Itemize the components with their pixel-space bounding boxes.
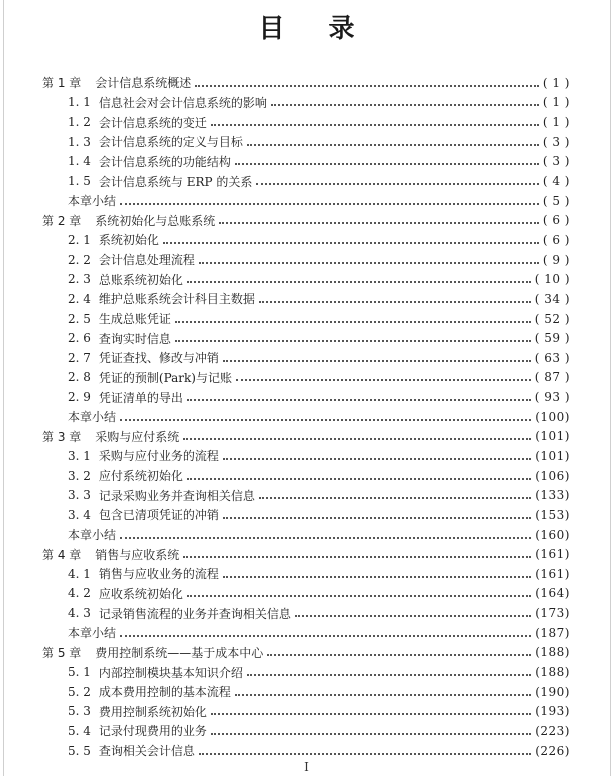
toc-page-number: (161) <box>535 566 570 581</box>
toc-entry-number: 5. 4 <box>68 723 91 738</box>
toc-leader-dots <box>175 328 531 342</box>
title-char-left: 目 <box>258 14 285 44</box>
toc-leader-dots <box>235 682 531 696</box>
toc-summary-row[interactable] <box>42 525 570 545</box>
toc-entry-number: 第 3 章 <box>42 429 82 444</box>
toc-entry-number: 第 5 章 <box>42 645 82 660</box>
toc-entry-title: 会计信息系统的定义与目标 <box>98 135 243 150</box>
toc-entry-title: 信息社会对会计信息系统的影响 <box>98 95 267 110</box>
toc-entry-number: 4. 2 <box>68 586 91 601</box>
toc-page-number: ( 1 ) <box>542 75 570 90</box>
toc-chapter-row[interactable] <box>42 643 570 663</box>
toc-page-number: ( 34 ) <box>534 291 570 306</box>
toc-section-row[interactable] <box>42 741 570 761</box>
toc-leader-dots <box>163 230 539 244</box>
toc-leader-dots <box>120 525 531 539</box>
toc-section-row[interactable] <box>42 387 570 407</box>
toc-chapter-row[interactable] <box>42 427 570 447</box>
toc-section-row[interactable] <box>42 505 570 525</box>
toc-entry-title: 凭证查找、修改与冲销 <box>98 351 219 366</box>
toc-entry-number: 2. 5 <box>68 311 91 326</box>
toc-entry-title: 本章小结 <box>68 626 117 641</box>
toc-leader-dots <box>256 171 538 185</box>
toc-leader-dots <box>295 603 531 617</box>
toc-entry-title: 成本费用控制的基本流程 <box>98 685 231 700</box>
toc-entry-title: 凭证清单的导出 <box>98 390 183 405</box>
toc-entry-number: 2. 8 <box>68 370 91 385</box>
toc-summary-row[interactable] <box>42 407 570 427</box>
toc-section-row[interactable] <box>42 289 570 309</box>
toc-page-number: (173) <box>535 606 570 621</box>
toc-leader-dots <box>187 583 531 597</box>
toc-entry-number: 5. 3 <box>68 704 91 719</box>
toc-entry-number: 第 4 章 <box>42 547 82 562</box>
toc-leader-dots <box>267 642 531 656</box>
toc-page-number: (161) <box>535 547 570 562</box>
toc-page-number: ( 6 ) <box>542 213 570 228</box>
toc-page-number: (193) <box>535 704 570 719</box>
toc-leader-dots <box>235 151 539 165</box>
toc-entry-number: 1. 5 <box>68 174 91 189</box>
toc-page-number: ( 5 ) <box>542 193 570 208</box>
toc-leader-dots <box>247 132 539 146</box>
toc-entry-title: 本章小结 <box>68 194 117 209</box>
toc-page-number: (101) <box>535 429 570 444</box>
toc-leader-dots <box>199 741 531 755</box>
toc-page-number: (188) <box>535 645 570 660</box>
toc-entry-title: 总账系统初始化 <box>98 272 183 287</box>
toc-entry-title: 包含已清项凭证的冲销 <box>98 508 219 523</box>
toc-entry-title: 会计信息系统的功能结构 <box>98 154 231 169</box>
toc-section-row[interactable] <box>42 721 570 741</box>
toc-entry-title: 会计信息系统的变迁 <box>98 115 207 130</box>
toc-leader-dots <box>183 544 531 558</box>
toc-chapter-row[interactable] <box>42 544 570 564</box>
toc-entry-title: 费用控制系统——基于成本中心 <box>95 645 264 660</box>
toc-entry-number: 3. 3 <box>68 488 91 503</box>
toc-entry-title: 销售与应收系统 <box>95 547 180 562</box>
toc-leader-dots <box>271 92 539 106</box>
toc-entry-number: 1. 2 <box>68 115 91 130</box>
toc-leader-dots <box>247 662 531 676</box>
toc-leader-dots <box>211 701 531 715</box>
toc-entry-title: 系统初始化 <box>98 233 159 248</box>
toc-leader-dots <box>187 466 531 480</box>
toc-section-row[interactable] <box>42 348 570 368</box>
page-title <box>0 8 613 45</box>
toc-leader-dots <box>183 426 531 440</box>
toc-entry-number: 3. 4 <box>68 507 91 522</box>
toc-leader-dots <box>175 309 531 323</box>
toc-summary-row[interactable] <box>42 191 570 211</box>
title-char-right: 录 <box>328 14 355 44</box>
toc-section-row[interactable] <box>42 309 570 329</box>
toc-leader-dots <box>236 367 531 381</box>
toc-leader-dots <box>120 623 531 637</box>
toc-entry-number: 2. 9 <box>68 390 91 405</box>
toc-section-row[interactable] <box>42 662 570 682</box>
toc-page-number: (106) <box>535 468 570 483</box>
toc-section-row[interactable] <box>42 564 570 584</box>
toc-page-number: (190) <box>535 684 570 699</box>
toc-entry-number: 3. 1 <box>68 448 91 463</box>
toc-entry-title: 采购与应付系统 <box>95 429 180 444</box>
toc-entry-title: 销售与应收业务的流程 <box>98 567 219 582</box>
toc-page-number: ( 3 ) <box>542 154 570 169</box>
toc-leader-dots <box>120 191 539 205</box>
toc-section-row[interactable] <box>42 269 570 289</box>
toc-leader-dots <box>187 269 531 283</box>
toc-section-row[interactable] <box>42 466 570 486</box>
toc-entry-title: 凭证的预制(Park)与记账 <box>98 370 232 385</box>
toc-entry-number: 5. 2 <box>68 684 91 699</box>
toc-section-row[interactable] <box>42 603 570 623</box>
toc-entry-number: 5. 5 <box>68 743 91 758</box>
toc-page-number: (223) <box>535 723 570 738</box>
toc-page-number: (160) <box>535 527 570 542</box>
toc-entry-title: 记录销售流程的业务并查询相关信息 <box>98 606 291 621</box>
toc-leader-dots <box>199 250 539 264</box>
toc-entry-title: 记录付现费用的业务 <box>98 724 207 739</box>
toc-entry-title: 本章小结 <box>68 528 117 543</box>
toc-entry-title: 内部控制模块基本知识介绍 <box>98 665 243 680</box>
toc-entry-number: 1. 3 <box>68 134 91 149</box>
toc-entry-title: 系统初始化与总账系统 <box>95 213 216 228</box>
toc-page-number: ( 59 ) <box>534 331 570 346</box>
toc-leader-dots <box>223 348 531 362</box>
toc-page-number: ( 4 ) <box>542 174 570 189</box>
toc-page-number: ( 10 ) <box>534 272 570 287</box>
toc-page-number: (100) <box>535 409 570 424</box>
toc-entry-title: 查询相关会计信息 <box>98 744 195 759</box>
toc-page-number: (153) <box>535 507 570 522</box>
toc-section-row[interactable] <box>42 250 570 270</box>
toc-section-row[interactable] <box>42 230 570 250</box>
toc-entry-number: 2. 3 <box>68 272 91 287</box>
toc-section-row[interactable] <box>42 702 570 722</box>
toc-entry-number: 5. 1 <box>68 665 91 680</box>
toc-entry-title: 应付系统初始化 <box>98 469 183 484</box>
toc-section-row[interactable] <box>42 446 570 466</box>
toc-leader-dots <box>211 112 539 126</box>
toc-entry-number: 2. 7 <box>68 350 91 365</box>
toc-leader-dots <box>259 485 531 499</box>
toc-section-row[interactable] <box>42 93 570 113</box>
toc-page-number: (101) <box>535 448 570 463</box>
toc-section-row[interactable] <box>42 584 570 604</box>
toc-entry-number: 1. 1 <box>68 95 91 110</box>
toc-leader-dots <box>223 505 531 519</box>
toc-page-number: ( 87 ) <box>534 370 570 385</box>
toc-page-number: ( 1 ) <box>542 115 570 130</box>
toc-chapter-row[interactable] <box>42 210 570 230</box>
toc-page-number: ( 3 ) <box>542 134 570 149</box>
toc-entry-number: 2. 2 <box>68 252 91 267</box>
toc-entry-title: 本章小结 <box>68 410 117 425</box>
toc-section-row[interactable] <box>42 171 570 191</box>
toc-entry-title: 会计信息系统概述 <box>95 76 192 91</box>
toc-section-row[interactable] <box>42 112 570 132</box>
toc-entry-title: 会计信息系统与 ERP 的关系 <box>98 174 253 189</box>
toc-page-number: (133) <box>535 488 570 503</box>
toc-entry-number: 4. 1 <box>68 566 91 581</box>
toc-section-row[interactable] <box>42 682 570 702</box>
toc-entry-title: 会计信息处理流程 <box>98 253 195 268</box>
page-number: I <box>304 760 309 774</box>
toc-entry-title: 采购与应付业务的流程 <box>98 449 219 464</box>
toc-leader-dots <box>187 387 531 401</box>
toc-entry-title: 生成总账凭证 <box>98 312 171 326</box>
toc-entry-title: 查询实时信息 <box>98 331 171 346</box>
toc-page-number: (188) <box>535 665 570 680</box>
toc-entry-number: 第 1 章 <box>42 76 82 91</box>
toc-section-row[interactable] <box>42 328 570 348</box>
toc-section-row[interactable] <box>42 152 570 172</box>
toc-entry-title: 记录采购业务并查询相关信息 <box>98 488 255 503</box>
toc-page-number: (226) <box>535 743 570 758</box>
toc-leader-dots <box>223 564 531 578</box>
toc-page-number: (187) <box>535 625 570 640</box>
toc-leader-dots <box>211 721 531 735</box>
toc-leader-dots <box>223 446 531 460</box>
toc-leader-dots <box>120 407 531 421</box>
toc-entry-number: 1. 4 <box>68 154 91 169</box>
toc-entry-number: 2. 1 <box>68 232 91 247</box>
toc-entry-number: 2. 4 <box>68 291 91 306</box>
toc-entry-number: 3. 2 <box>68 468 91 483</box>
toc-page-number: ( 6 ) <box>542 232 570 247</box>
toc-entry-number: 2. 6 <box>68 331 91 346</box>
toc-page-number: ( 63 ) <box>534 350 570 365</box>
toc-entry-title: 维护总账系统会计科目主数据 <box>98 292 255 307</box>
toc-section-row[interactable] <box>42 132 570 152</box>
table-of-contents <box>42 73 570 760</box>
toc-page-number: (164) <box>535 586 570 601</box>
toc-entry-number: 第 2 章 <box>42 213 82 228</box>
toc-entry-number: 4. 3 <box>68 606 91 621</box>
toc-section-row[interactable] <box>42 485 570 505</box>
toc-page-number: ( 9 ) <box>542 252 570 267</box>
toc-summary-row[interactable] <box>42 623 570 643</box>
toc-page-number: ( 52 ) <box>534 311 570 326</box>
toc-leader-dots <box>195 73 539 87</box>
toc-page-number: ( 93 ) <box>534 390 570 405</box>
toc-page-number: ( 1 ) <box>542 95 570 110</box>
toc-entry-title: 费用控制系统初始化 <box>98 704 207 719</box>
toc-chapter-row[interactable] <box>42 73 570 93</box>
toc-leader-dots <box>259 289 531 303</box>
toc-entry-title: 应收系统初始化 <box>98 586 183 601</box>
toc-leader-dots <box>219 210 539 224</box>
toc-section-row[interactable] <box>42 368 570 388</box>
